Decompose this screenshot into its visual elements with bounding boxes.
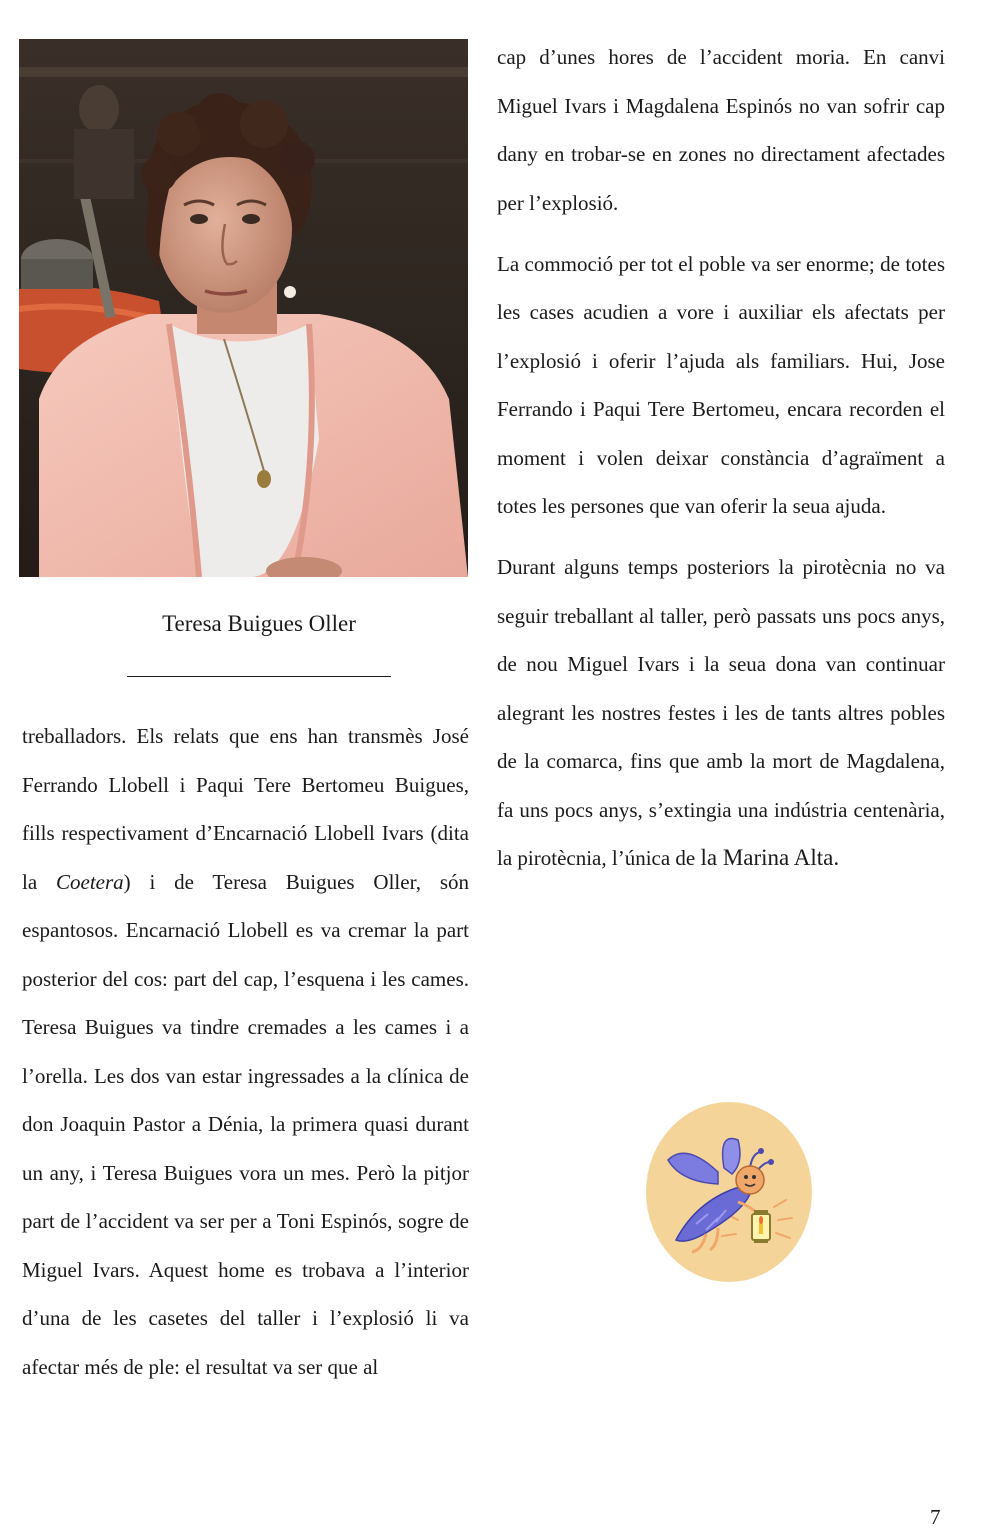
right-paragraph-3 [497,543,945,883]
firefly-mascot-icon [646,1102,812,1282]
nickname-italic: Coetera [56,869,124,894]
left-paragraph [22,712,469,1391]
page-number: 7 [930,1505,941,1529]
left-paragraph-start: treballadors. Els relats que ens han transmès José Ferrando Llobell i Paqui Tere Bertomeu Buigues, fills respectivament d’Encarnació Llobell Ivars (dita la [22,724,469,894]
right-paragraph-3-text: Durant alguns temps posteriors la pirotècnia no va seguir treballant al taller, però passats uns pocs anys, de nou Miguel Ivars i la seua dona van continuar alegrant les nostres festes i les de tants altres pobles de la comarca, fins que amb la mort de Magdalena, fa uns pocs anys, s’extingia una indústria centenària, la pirotècnia, l’única de [497,555,945,870]
photo-caption: Teresa Buigues Oller [162,611,356,636]
left-paragraph-end: ) i de Teresa Buigues Oller, són espantosos. Encarnació Llobell es va cremar la part posterior del cos: part del cap, l’esquena i les cames. Teresa Buigues va tindre cremades a les cames i a l’orella. Les dos van estar ingressades a la clínica de don Joaquin Pastor a Dénia, la primera quasi durant un any, i Teresa Buigues vora un mes. Però la pitjor part de l’accident va ser per a Toni Espinós, sogre de Miguel Ivars. Aquest home es trobava a l’interior d’una de les casetes del taller i l’explosió li va afectar més de ple: el resultat va ser que al [22,869,470,1379]
right-paragraph-1: cap d’unes hores de l’accident moria. En canvi Miguel Ivars i Magdalena Espinós no van sofrir cap dany en trobar-se en zones no directament afectades per l’explosió. [497,45,945,215]
right-text-column [497,33,945,883]
portrait-photo [19,39,468,577]
caption-divider [127,676,391,677]
right-paragraph-2: La commoció per tot el poble va ser enorme; de totes les cases acudien a vore i auxiliar els afectats per l’explosió i oferir l’ajuda als familiars. Hui, Jose Ferrando i Paqui Tere Bertomeu, encara recorden el moment i volen deixar constància d’agraïment a totes les persones que van oferir la seua ajuda. [497,251,945,518]
left-text-column [22,712,469,1391]
marina-alta-text: la Marina Alta. [700,845,840,870]
